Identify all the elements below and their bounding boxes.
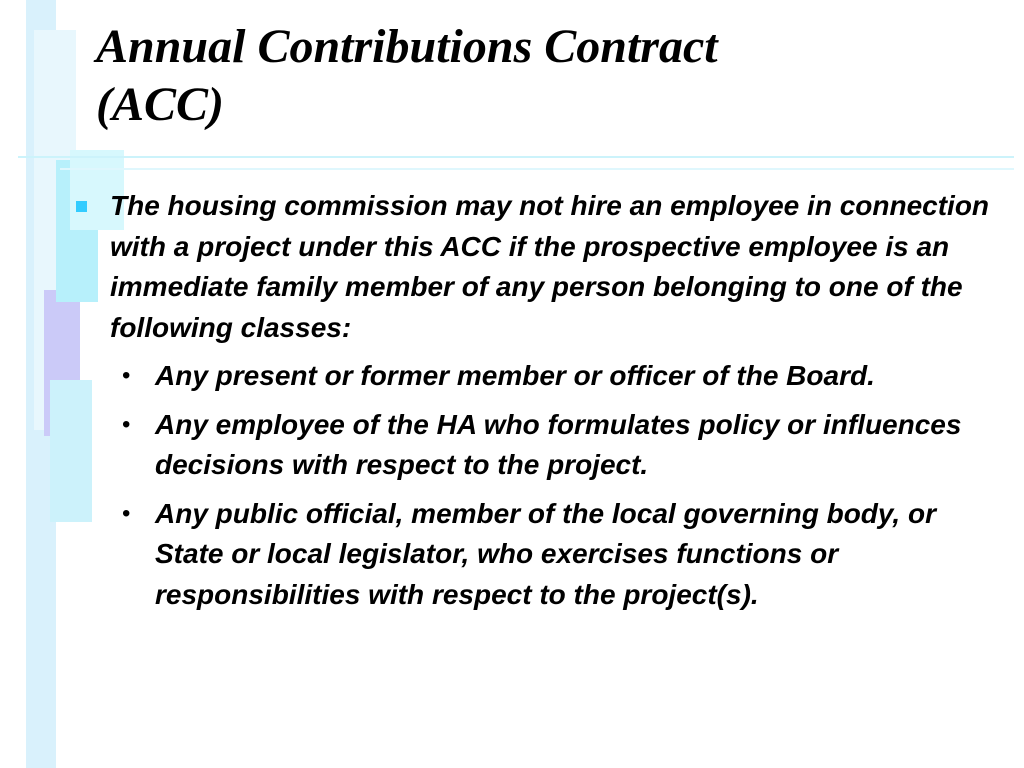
slide-title <box>96 18 996 134</box>
slide-title-line-2: (ACC) <box>96 78 225 131</box>
sub-bullet-item <box>120 356 1004 397</box>
dot-bullet-icon: • <box>122 499 131 527</box>
sub-bullet-text: Any public official, member of the local governing body, or State or local legislator, who exercises functions or responsibilities with respect to the project(s). <box>155 497 936 610</box>
slide-body <box>74 186 1004 623</box>
square-bullet-icon <box>76 201 87 212</box>
sub-bullet-text: Any employee of the HA who formulates policy or influences decisions with respect to the project. <box>155 408 962 480</box>
bullet-item-main-text: The housing commission may not hire an employee in connection with a project under this ACC if the prospective employee is an immediate family member of any person belonging to one of the following classes: <box>110 190 990 343</box>
sub-bullet-list <box>74 356 1004 615</box>
slide-title-line-1: Annual Contributions Contract <box>96 20 718 73</box>
sub-bullet-text: Any present or former member or officer of the Board. <box>155 360 875 391</box>
bullet-item-main <box>74 186 1004 348</box>
sub-bullet-item <box>120 405 1004 486</box>
dot-bullet-icon: • <box>122 362 131 389</box>
title-divider-line <box>18 156 1014 158</box>
title-divider-line-secondary <box>60 168 1014 170</box>
sub-bullet-item <box>120 494 1004 616</box>
dot-bullet-icon: • <box>122 410 131 438</box>
